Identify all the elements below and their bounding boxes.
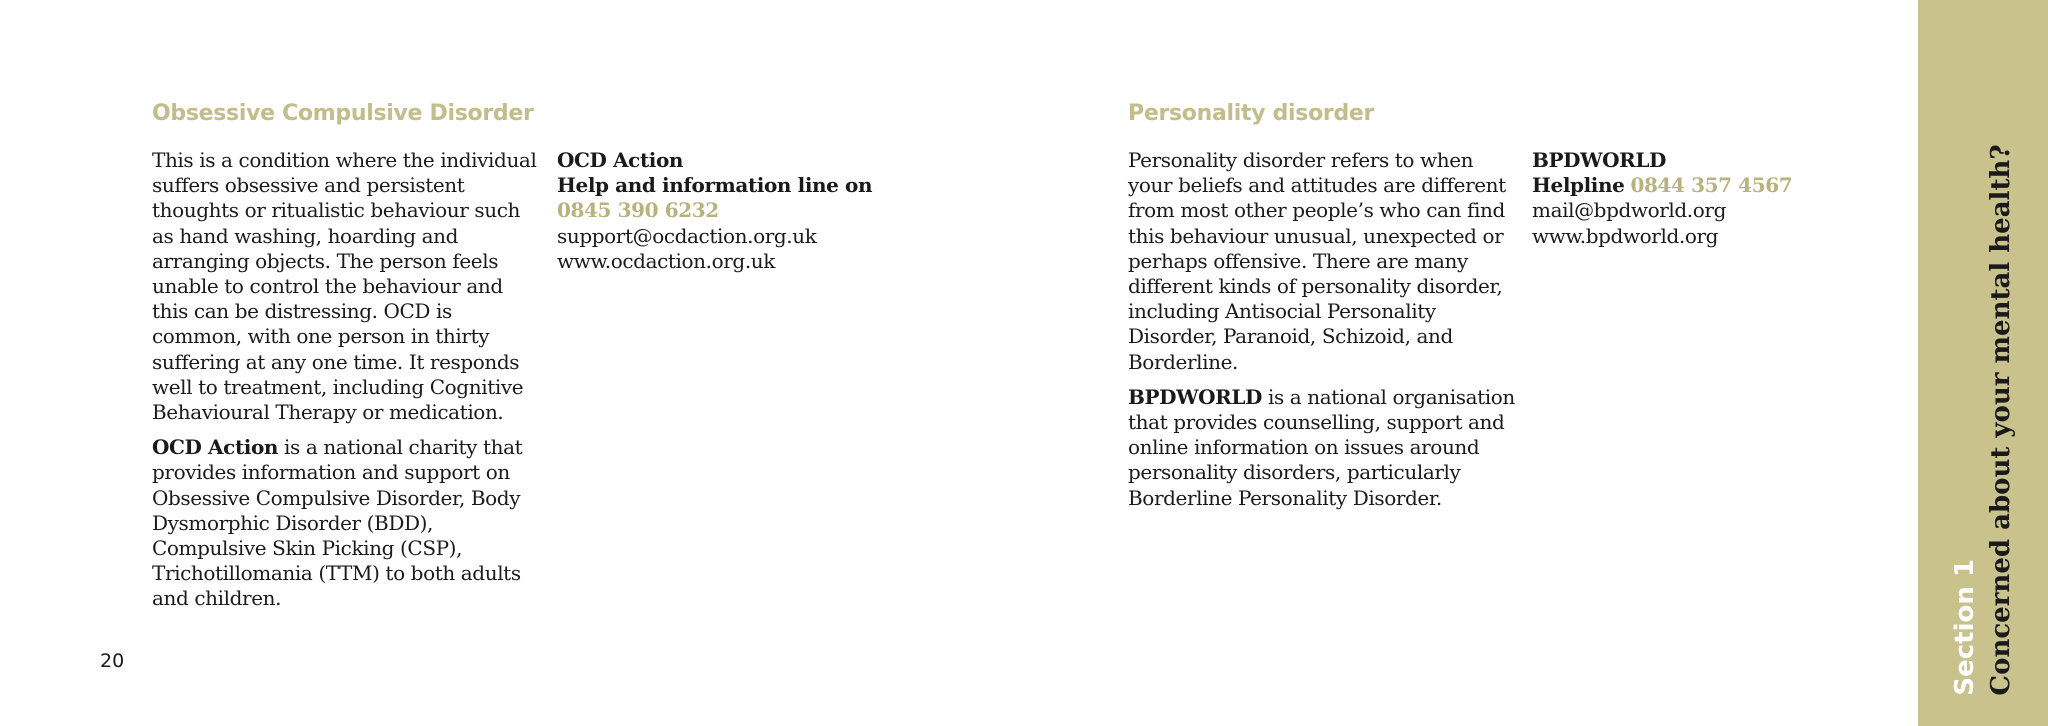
ocd-charity-name: OCD Action xyxy=(152,435,279,460)
personality-org-first-line-rest: is a national organisation xyxy=(1262,384,1515,409)
personality-org-line: Borderline Personality Disorder. xyxy=(1128,485,1442,510)
ocd-charity-line: Dysmorphic Disorder (BDD), xyxy=(152,510,433,535)
ocd-contact-name: OCD Action xyxy=(557,148,684,172)
ocd-description xyxy=(152,148,537,425)
ocd-body xyxy=(152,148,537,622)
personality-body xyxy=(1128,148,1515,521)
personality-org-first-line xyxy=(1128,384,1515,410)
personality-contact-helpline xyxy=(1532,173,1862,198)
ocd-description-line: suffers obsessive and persistent xyxy=(152,173,465,198)
ocd-charity-line: Obsessive Compulsive Disorder, Body xyxy=(152,485,521,510)
ocd-charity-line: and children. xyxy=(152,586,282,611)
ocd-description-line: well to treatment, including Cognitive xyxy=(152,374,524,399)
ocd-contact-website[interactable]: www.ocdaction.org.uk xyxy=(557,248,775,273)
side-tab-section: Section 1 xyxy=(1950,558,1980,696)
side-tab-title: Concerned about your mental health? xyxy=(1986,144,2016,696)
ocd-description-line: thoughts or ritualistic behaviour such xyxy=(152,198,520,223)
personality-description-line: Personality disorder refers to when xyxy=(1128,148,1474,172)
personality-org-line: online information on issues around xyxy=(1128,435,1480,460)
personality-helpline-label: Helpline xyxy=(1532,173,1625,198)
personality-description-line: Borderline. xyxy=(1128,349,1238,374)
ocd-charity-line: Trichotillomania (TTM) to both adults xyxy=(152,561,521,586)
ocd-description-line: This is a condition where the individual xyxy=(152,148,537,172)
ocd-contact-phone[interactable]: 0845 390 6232 xyxy=(557,198,719,223)
ocd-contact-line-label: Help and information line on xyxy=(557,173,873,198)
ocd-description-line: Behavioural Therapy or medication. xyxy=(152,400,504,425)
ocd-description-line: unable to control the behaviour and xyxy=(152,274,503,299)
personality-org-paragraph xyxy=(1128,384,1515,511)
personality-org-line: that provides counselling, support and xyxy=(1128,410,1505,435)
ocd-description-line: common, with one person in thirty xyxy=(152,324,490,349)
personality-heading: Personality disorder xyxy=(1128,101,1375,126)
personality-description-line: this behaviour unusual, unexpected or xyxy=(1128,223,1504,248)
personality-description-line: including Antisocial Personality xyxy=(1128,299,1436,324)
page-number: 20 xyxy=(100,650,125,672)
personality-contact-website[interactable]: www.bpdworld.org xyxy=(1532,223,1719,248)
ocd-heading: Obsessive Compulsive Disorder xyxy=(152,101,534,126)
personality-description-line: from most other people’s who can find xyxy=(1128,198,1505,223)
personality-org-line: personality disorders, particularly xyxy=(1128,460,1461,485)
personality-contact-phone[interactable]: 0844 357 4567 xyxy=(1630,173,1793,198)
section-side-tab xyxy=(1918,0,2048,726)
ocd-description-line: suffering at any one time. It responds xyxy=(152,349,520,374)
ocd-description-line: this can be distressing. OCD is xyxy=(152,299,452,324)
personality-description-line: your beliefs and attitudes are different xyxy=(1128,173,1506,198)
ocd-charity-line: provides information and support on xyxy=(152,460,510,485)
ocd-charity-paragraph xyxy=(152,435,532,611)
personality-description-line: different kinds of personality disorder, xyxy=(1128,274,1503,299)
personality-contact-email[interactable]: mail@bpdworld.org xyxy=(1532,198,1726,223)
ocd-charity-first-line xyxy=(152,435,532,460)
personality-org-name: BPDWORLD xyxy=(1128,384,1262,409)
personality-contact xyxy=(1532,148,1862,249)
personality-description-line: perhaps offensive. There are many xyxy=(1128,248,1468,273)
ocd-charity-line: Compulsive Skin Picking (CSP), xyxy=(152,536,463,561)
ocd-description-line: arranging objects. The person feels xyxy=(152,248,499,273)
side-tab-text xyxy=(1947,144,2019,695)
ocd-charity-first-line-rest: is a national charity that xyxy=(278,435,523,460)
ocd-contact xyxy=(557,148,887,274)
personality-description-line: Disorder, Paranoid, Schizoid, and xyxy=(1128,324,1453,349)
ocd-contact-email[interactable]: support@ocdaction.org.uk xyxy=(557,223,817,248)
personality-contact-name: BPDWORLD xyxy=(1532,148,1666,172)
personality-description xyxy=(1128,148,1508,375)
ocd-description-line: as hand washing, hoarding and xyxy=(152,223,459,248)
